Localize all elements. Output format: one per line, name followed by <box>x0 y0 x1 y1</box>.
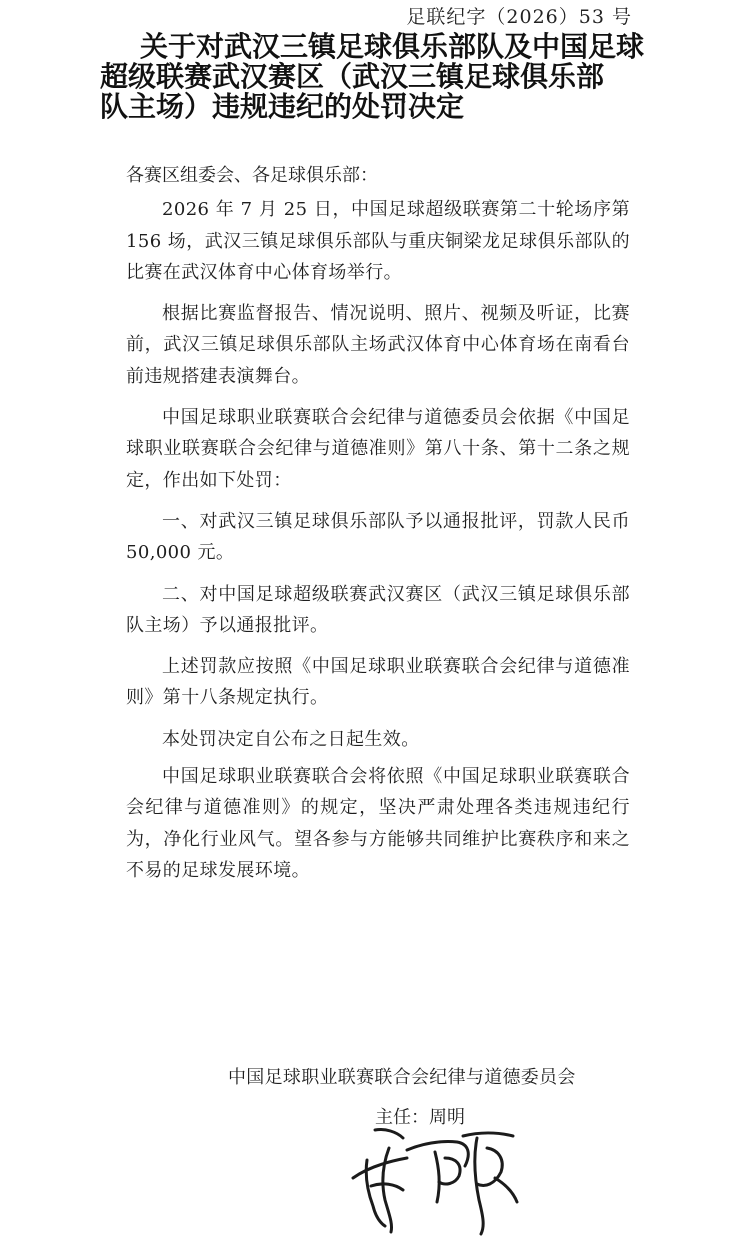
director-line: 主任：周明 <box>375 1107 465 1128</box>
paragraph-fine-execution: 上述罚款应按照《中国足球职业联赛联合会纪律与道德准则》第十八条规定执行。 <box>126 656 630 709</box>
title-line-3: 队主场）违规违纪的处罚决定 <box>100 90 465 123</box>
issuing-organization: 中国足球职业联赛联合会纪律与道德委员会 <box>228 1067 576 1088</box>
paragraph-effective: 本处罚决定自公布之日起生效。 <box>162 728 420 750</box>
document-body <box>126 160 630 896</box>
paragraph-penalty-2: 二、对中国足球超级联赛武汉赛区（武汉三镇足球俱乐部队主场）予以通报批评。 <box>126 583 630 636</box>
paragraph-match-info: 2026 年 7 月 25 日，中国足球超级联赛第二十轮场序第 156 场，武汉三镇足球俱乐部队与重庆铜梁龙足球俱乐部队的比赛在武汉体育中心体育场举行。 <box>126 199 630 283</box>
document-number: 足联纪字（2026）53 号 <box>406 6 632 28</box>
title-line-1: 关于对武汉三镇足球俱乐部队及中国足球 <box>140 30 645 63</box>
title-line-2: 超级联赛武汉赛区（武汉三镇足球俱乐部 <box>100 60 605 93</box>
paragraph-basis: 中国足球职业联赛联合会纪律与道德委员会依据《中国足球职业联赛联合会纪律与道德准则》第八十条、第十二条之规定，作出如下处罚： <box>126 407 630 491</box>
paragraph-findings: 根据比赛监督报告、情况说明、照片、视频及听证，比赛前，武汉三镇足球俱乐部队主场武汉体育中心体育场在南看台前违规搭建表演舞台。 <box>126 303 630 387</box>
handwritten-signature-icon <box>345 1118 525 1238</box>
paragraph-penalty-1: 一、对武汉三镇足球俱乐部队予以通报批评，罚款人民币 50,000 元。 <box>126 510 630 564</box>
salutation: 各赛区组委会、各足球俱乐部： <box>126 165 378 186</box>
paragraph-closing: 中国足球职业联赛联合会将依照《中国足球职业联赛联合会纪律与道德准则》的规定，坚决严肃处理各类违规违纪行为，净化行业风气。望各参与方能够共同维护比赛秩序和来之不易的足球发展环境。 <box>126 766 630 881</box>
document-title <box>100 32 660 122</box>
